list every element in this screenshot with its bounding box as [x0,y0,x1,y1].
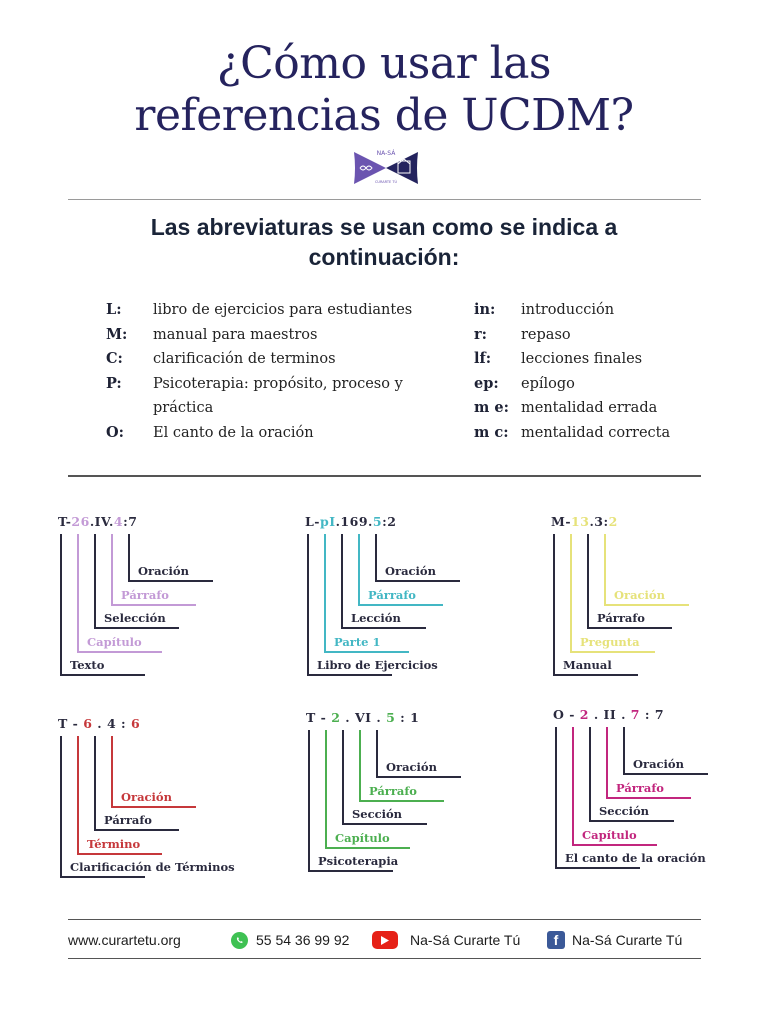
bracket-vertical-line [606,727,608,797]
reference-code-part: T - [306,710,332,725]
abbreviation-value: mentalidad correcta [521,424,671,441]
reference-code-accent-part: 6 [83,716,93,731]
segment-label: Pregunta [580,634,640,649]
bracket-vertical-line [604,534,606,604]
divider-middle [68,475,701,477]
reference-code-part: :7 [123,514,138,529]
bracket-vertical-line [359,730,361,800]
bracket-horizontal-line [94,627,179,629]
bracket-vertical-line [587,534,589,627]
segment-label: Capítulo [87,634,142,649]
segment-label: Párrafo [369,783,417,798]
reference-diagram-clarificacion [58,716,278,896]
segment-label: Párrafo [368,587,416,602]
segment-label: Párrafo [616,780,664,795]
abbreviation-value: El canto de la oración [153,424,314,441]
bracket-horizontal-line [555,867,640,869]
bracket-vertical-line [553,534,555,674]
reference-code-accent-part: 2 [331,710,341,725]
bracket-vertical-line [94,534,96,627]
reference-code-accent-part: 5 [386,710,396,725]
bracket-vertical-line [570,534,572,651]
youtube-channel-link[interactable] [372,931,547,949]
abbreviation-key: M: [106,325,128,343]
segment-label: Lección [351,611,401,625]
abbreviation-value: libro de ejercicios para estudiantes [153,302,413,318]
reference-code-accent-part: 26 [71,514,90,529]
bracket-vertical-line [77,534,79,651]
bracket-vertical-line [308,730,310,870]
bracket-horizontal-line [324,651,409,653]
segment-label: El canto de la oración [565,851,706,865]
bracket-vertical-line [324,534,326,651]
bracket-vertical-line [60,736,62,876]
segment-label: Sección [352,807,403,821]
bracket-horizontal-line [77,853,162,855]
bracket-horizontal-line [94,829,179,831]
reference-code-accent-part: 2 [579,707,589,722]
segment-label: Libro de Ejercicios [317,658,438,672]
segment-label: Clarificación de Términos [70,860,235,874]
abbreviation-item [106,347,456,372]
reference-code-accent-part: 5 [372,514,383,529]
bracket-vertical-line [111,534,113,604]
bracket-horizontal-line [606,797,691,799]
abbreviation-key: m e: [474,399,509,416]
bracket-horizontal-line [325,847,410,849]
reference-code-part: .3: [589,514,609,529]
abbreviations-heading: Las abreviaturas se usan como se indica a continuación: [150,214,618,270]
abbreviation-value: manual para maestros [153,326,318,343]
reference-code-part: L- [305,514,320,529]
bracket-vertical-line [60,534,62,674]
bracket-vertical-line [358,534,360,604]
abbreviation-value: epílogo [521,375,575,392]
bracket-vertical-line [341,534,343,627]
bracket-horizontal-line [341,627,426,629]
bracket-vertical-line [623,727,625,773]
bracket-horizontal-line [623,773,708,775]
bracket-horizontal-line [570,651,655,653]
bracket-horizontal-line [307,674,392,676]
abbreviation-key: L: [106,301,122,318]
reference-code-accent-part: 13 [571,514,590,529]
reference-code-part: : 7 [640,707,665,722]
bracket-horizontal-line [77,651,162,653]
bracket-vertical-line [555,727,557,867]
segment-label: Psicoterapia [318,854,399,868]
reference-code [551,514,618,529]
abbreviation-value: mentalidad errada [521,400,658,416]
title-line-1: ¿Cómo usar las [217,38,551,89]
abbreviation-item [474,421,714,446]
abbreviation-value: Psicoterapia: propósito, proceso y práctica [153,375,403,416]
segment-label: Manual [563,658,612,672]
reference-diagram-manual [551,514,768,694]
divider-footer-top [68,919,701,920]
segment-label: Párrafo [121,587,169,602]
abbreviation-value: repaso [521,326,571,343]
bracket-horizontal-line [60,876,145,878]
abbreviation-item [474,396,714,421]
bracket-vertical-line [77,736,79,853]
reference-code [58,514,137,529]
youtube-icon [372,931,398,949]
reference-code [553,707,664,722]
footer [68,928,701,952]
segment-label: Selección [104,611,166,625]
bracket-vertical-line [128,534,130,580]
reference-code-part: M- [551,514,572,529]
bracket-horizontal-line [60,674,145,676]
abbreviation-item [106,323,456,348]
abbreviation-value: lecciones finales [521,351,643,367]
bracket-horizontal-line [604,604,689,606]
bracket-horizontal-line [358,604,443,606]
whatsapp-number: 55 54 36 99 92 [256,932,350,948]
segment-label: Término [87,836,141,851]
reference-code-accent-part: 7 [630,707,640,722]
bracket-horizontal-line [111,806,196,808]
bracket-horizontal-line [111,604,196,606]
abbreviation-key: m c: [474,423,509,441]
abbreviation-item [106,372,456,421]
page-title [0,38,768,142]
abbreviation-key: P: [106,374,122,392]
whatsapp-icon [231,932,248,949]
abbreviation-key: ep: [474,374,499,392]
bracket-vertical-line [589,727,591,820]
reference-code [305,514,396,529]
bracket-horizontal-line [359,800,444,802]
bracket-horizontal-line [553,674,638,676]
bracket-horizontal-line [589,820,674,822]
segment-label: Párrafo [597,611,645,625]
segment-label: Capítulo [582,827,637,842]
segment-label: Oración [138,564,189,578]
bracket-vertical-line [376,730,378,776]
segment-label: Parte 1 [334,634,381,649]
abbreviation-item [474,323,714,348]
abbreviation-value: introducción [521,302,615,318]
bracket-vertical-line [307,534,309,674]
segment-label: Oración [614,587,665,602]
na-sa-logo-icon [352,148,420,188]
bracket-horizontal-line [587,627,672,629]
divider-top [68,199,701,200]
abbreviation-item [106,421,456,446]
abbreviation-value: clarificación de terminos [153,351,336,367]
abbreviation-item [474,298,714,323]
segment-label: Oración [633,757,684,771]
abbreviation-key: O: [106,423,124,441]
bracket-vertical-line [111,736,113,806]
reference-code-part: : 1 [395,710,420,725]
bracket-vertical-line [325,730,327,847]
title-line-2: referencias de UCDM? [134,90,634,141]
bracket-horizontal-line [342,823,427,825]
reference-code-accent-part: pI [319,514,336,529]
facebook-icon: f [547,931,565,949]
reference-diagram-canto-oracion [553,707,768,887]
reference-code [58,716,140,731]
segment-label: Oración [386,760,437,774]
reference-code-part: .IV. [89,514,114,529]
reference-code-part: O - [553,707,580,722]
abbreviation-key: lf: [474,350,492,367]
reference-code-part: . 4 : [92,716,131,731]
abbreviations-list-right [474,298,714,445]
segment-label: Capítulo [335,830,390,845]
abbreviation-item [106,298,456,323]
bracket-vertical-line [342,730,344,823]
bracket-horizontal-line [572,844,657,846]
reference-diagram-texto [58,514,278,694]
bracket-horizontal-line [375,580,460,582]
abbreviation-item [474,372,714,397]
reference-code-part: :2 [382,514,397,529]
svg-text:NA-SÁ: NA-SÁ [376,150,396,157]
abbreviation-key: C: [106,350,123,367]
youtube-channel-name: Na-Sá Curarte Tú [410,932,521,948]
segment-label: Sección [599,804,650,818]
whatsapp-contact[interactable] [231,932,372,949]
reference-diagram-psicoterapia [306,710,526,890]
reference-code-part: . II . [588,707,631,722]
segment-label: Oración [385,564,436,578]
reference-code [306,710,419,725]
svg-text:CURARTE TÚ: CURARTE TÚ [374,180,398,184]
segment-label: Párrafo [104,813,152,827]
website-link[interactable]: www.curartetu.org [68,932,181,948]
facebook-page-name: Na-Sá Curarte Tú [572,932,683,948]
facebook-page-link[interactable] [547,931,682,949]
segment-label: Oración [121,789,172,804]
reference-code-accent-part: 4 [113,514,124,529]
bracket-horizontal-line [308,870,393,872]
reference-code-part: T - [58,716,84,731]
reference-code-part: . VI . [340,710,387,725]
reference-code-part: .169. [335,514,373,529]
abbreviation-key: r: [474,325,487,343]
segment-label: Texto [70,658,105,672]
bracket-vertical-line [375,534,377,580]
bracket-horizontal-line [376,776,461,778]
reference-code-accent-part: 6 [130,716,141,731]
bracket-vertical-line [94,736,96,829]
reference-diagram-libro-ejercicios [305,514,525,694]
abbreviation-key: in: [474,301,496,318]
bracket-horizontal-line [128,580,213,582]
abbreviation-item [474,347,714,372]
abbreviations-list-left [106,298,456,445]
divider-footer-bottom [68,958,701,959]
reference-code-accent-part: 2 [608,514,618,529]
bracket-vertical-line [572,727,574,844]
reference-code-part: T- [58,514,72,529]
